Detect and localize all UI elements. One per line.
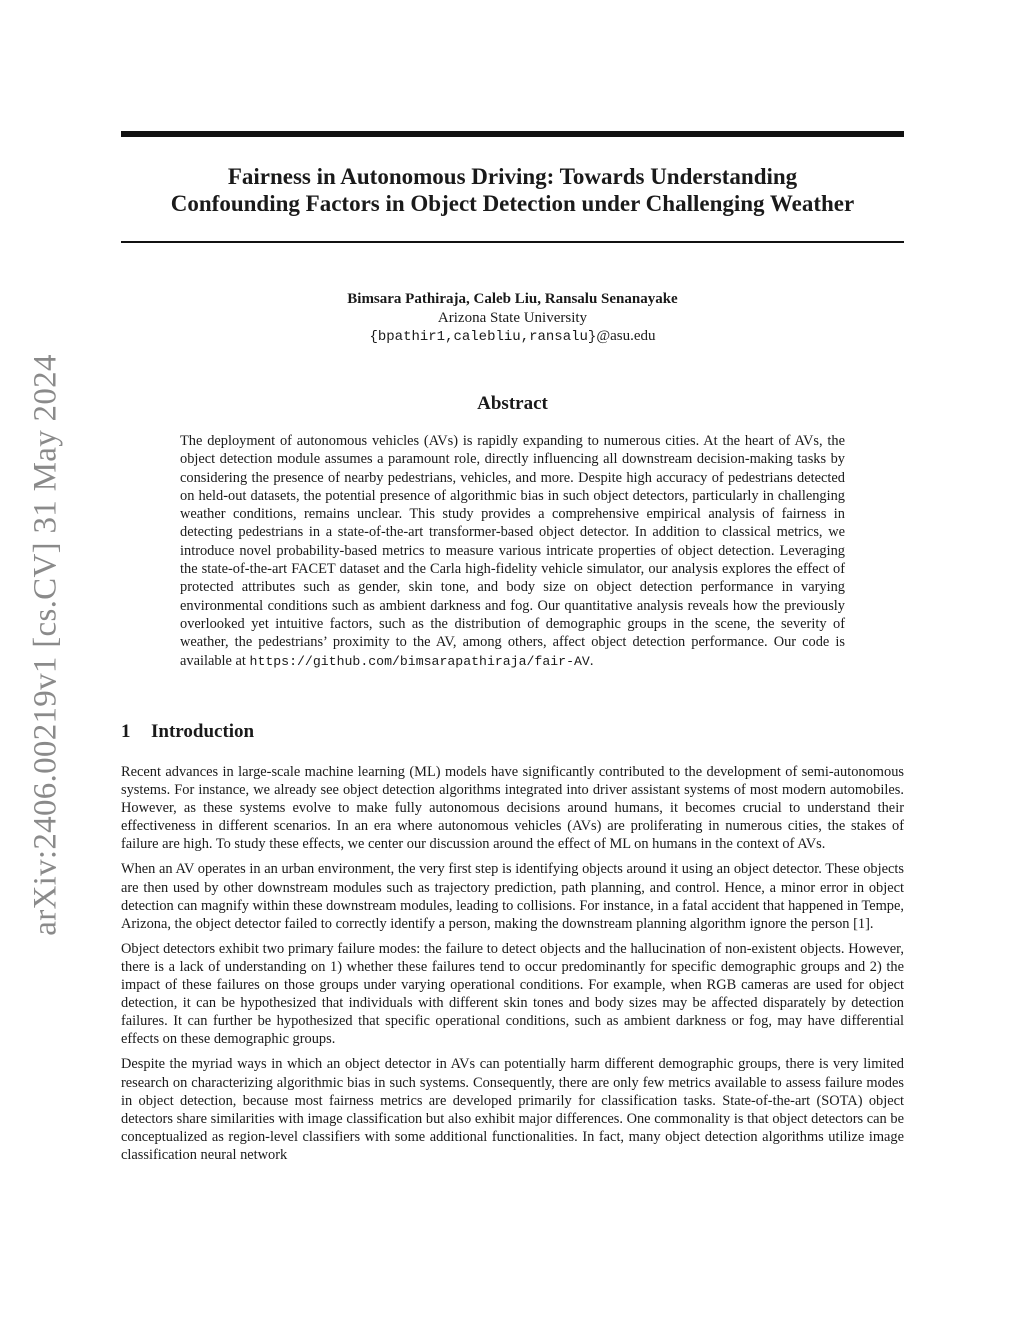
author-email [121, 327, 904, 347]
intro-paragraph: Despite the myriad ways in which an object detector in AVs can potentially harm different demographic groups, there is very limited research on characterizing algorithmic bias in such systems. Consequently, there are only few metrics available to assess failure modes in object detection, because most fairness metrics are developed primarily for classification tasks. State-of-the-art (SOTA) object detectors share similarities with image classification but also exhibit major differences. One commonality is that object detectors can be conceptualized as region-level classifiers with some additional functionalities. In fact, many object detection algorithms utilize image classification neural network [121, 1056, 904, 1163]
introduction-body [121, 763, 904, 1171]
paper-title [121, 163, 904, 217]
title-top-rule [121, 131, 904, 137]
abstract-body [180, 432, 845, 671]
email-domain: @asu.edu [596, 328, 656, 344]
intro-paragraph: Object detectors exhibit two primary failure modes: the failure to detect objects and the hallucination of non-existent objects. However, there is a lack of understanding on 1) whether these failures tend to occur predominantly for specific demographic groups and 2) the impact of these failures on those groups under varying operational conditions. For example, when RGB cameras are used for object detection, it can be hypothesized that individuals with different skin tones and body sizes may be affected disparately by detection failures. It can further be hypothesized that specific operational conditions, such as ambient darkness or fog, may have differential effects on these demographic groups. [121, 940, 904, 1048]
abstract-heading: Abstract [477, 393, 548, 414]
code-link[interactable]: https://github.com/bimsarapathiraja/fair-AV [249, 653, 590, 669]
title-bottom-rule [121, 241, 904, 243]
title-line-1: Fairness in Autonomous Driving: Towards Understanding [227, 164, 798, 189]
intro-paragraph: When an AV operates in an urban environment, the very first step is identifying objects around it using an object detector. These objects are then used by other downstream modules such as trajectory prediction, path planning, and control. Hence, a minor error in object detection can magnify within these downstream modules, leading to collisions. For instance, in a fatal accident that happened in Tempe, Arizona, the object detector failed to correctly identify a person, making the downstream planning algorithm ignore the person [1]. [121, 861, 904, 932]
arxiv-identifier-text: arXiv:2406.00219v1 [cs.CV] 31 May 2024 [27, 354, 64, 936]
section-title: Introduction [151, 721, 255, 742]
author-block [121, 290, 904, 347]
abstract-end-punct: . [589, 652, 594, 669]
email-user: {bpathir1,calebliu,ransalu} [369, 329, 597, 345]
abstract-text: The deployment of autonomous vehicles (AVs) is rapidly expanding to numerous cities. At the heart of AVs, the object detection module assumes a paramount role, directly influencing all downstream decision-making tasks by considering the presence of nearby pedestrians, vehicles, and more. Despite high accuracy of pedestrians detected on held-out datasets, the potential presence of algorithmic bias in such object detectors, particularly in challenging weather conditions, remains unclear. This study provides a comprehensive empirical analysis of fairness in detecting pedestrians in a state-of-the-art transformer-based object detector. In addition to classical metrics, we introduce novel probability-based metrics to measure various intricate properties of object detection. Leveraging the state-of-the-art FACET dataset and the Carla high-fidelity vehicle simulator, our analysis explores the effect of protected attributes such as gender, skin tone, and body size on object detection performance in varying environmental conditions such as ambient darkness and fog. Our quantitative analysis reveals how the previously overlooked yet intuitive factors, such as the distribution of demographic groups in the scene, the severity of weather, the pedestrians’ proximity to the AV, among others, affect object detection performance. Our code is available at [180, 433, 845, 669]
section-number: 1 [121, 721, 131, 742]
title-line-2: Confounding Factors in Object Detection under Challenging Weather [170, 191, 855, 216]
intro-paragraph: Recent advances in large-scale machine learning (ML) models have significantly contributed to the development of semi-autonomous systems. For instance, we already see object detection algorithms integrated into driver assistant systems of most modern automobiles. However, as these systems evolve to make fully autonomous decisions around humans, it becomes crucial to understand their effectiveness in different scenarios. In an era where autonomous vehicles (AVs) are proliferating in numerous cities, the stakes of failure are high. To study these effects, we center our discussion around the effect of ML on humans in the context of AVs. [121, 764, 904, 853]
author-names: Bimsara Pathiraja, Caleb Liu, Ransalu Senanayake [347, 291, 678, 307]
section-heading-introduction [121, 721, 254, 743]
author-affiliation: Arizona State University [437, 309, 588, 326]
